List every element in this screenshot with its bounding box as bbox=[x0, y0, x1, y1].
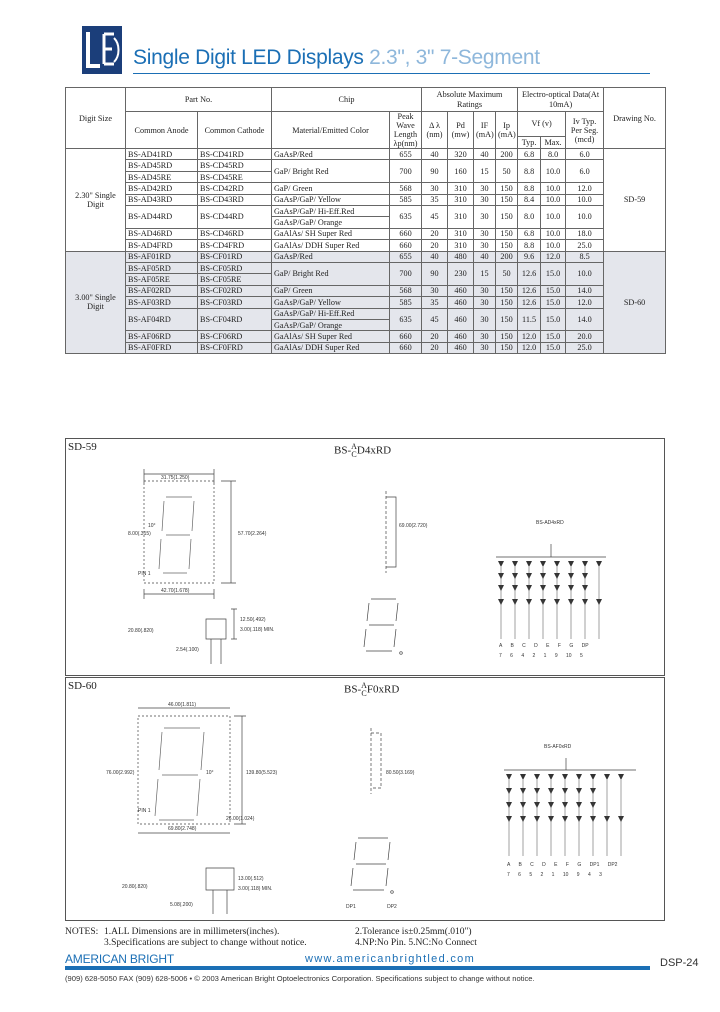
ip-cell: 150 bbox=[496, 342, 518, 353]
cathode-cell: BS-CF03RD bbox=[198, 297, 272, 308]
hdr-pd: Pd (mw) bbox=[448, 112, 474, 149]
max-cell: 15.0 bbox=[541, 331, 566, 342]
ip-cell: 150 bbox=[496, 240, 518, 251]
max-cell: 10.0 bbox=[541, 183, 566, 194]
dim-side: 80.50(3.169) bbox=[386, 770, 415, 776]
iv-cell: 12.0 bbox=[566, 183, 604, 194]
dl-cell: 30 bbox=[422, 285, 448, 296]
anode-cell: BS-AF03RD bbox=[126, 297, 198, 308]
iv-cell: 18.0 bbox=[566, 228, 604, 239]
spec-table bbox=[65, 87, 666, 354]
footer-url[interactable]: www.americanbrightled.com bbox=[305, 953, 476, 965]
dim-side: 69.00(2.720) bbox=[399, 523, 428, 529]
peak-cell: 700 bbox=[390, 160, 422, 183]
dl-cell: 20 bbox=[422, 342, 448, 353]
dim-angle: 10° bbox=[148, 523, 156, 529]
ip-cell: 150 bbox=[496, 297, 518, 308]
peak-cell: 660 bbox=[390, 228, 422, 239]
anode-cell: BS-AD44RD bbox=[126, 206, 198, 229]
peak-cell: 568 bbox=[390, 183, 422, 194]
cathode-cell: BS-CF05RD bbox=[198, 262, 272, 273]
dim-pin-space: 20.80(.820) bbox=[128, 628, 154, 634]
iv-cell: 10.0 bbox=[566, 206, 604, 229]
typ-cell: 8.4 bbox=[518, 194, 541, 205]
material-cell: GaAsP/GaP/ Yellow bbox=[272, 297, 390, 308]
max-cell: 15.0 bbox=[541, 262, 566, 285]
table-row bbox=[66, 308, 666, 319]
hdr-vf: Vf (v) bbox=[518, 112, 566, 137]
if-cell: 30 bbox=[474, 183, 496, 194]
pin1-label: PIN 1 bbox=[138, 571, 151, 577]
cathode-cell: BS-CD45RE bbox=[198, 171, 272, 182]
material-cell: GaAsP/Red bbox=[272, 149, 390, 160]
iv-cell: 8.5 bbox=[566, 251, 604, 262]
pd-cell: 460 bbox=[448, 285, 474, 296]
table-row bbox=[66, 149, 666, 160]
if-cell: 30 bbox=[474, 342, 496, 353]
cathode-cell: BS-CD4FRD bbox=[198, 240, 272, 251]
dim-pin-space: 20.80(.820) bbox=[122, 884, 148, 890]
peak-cell: 660 bbox=[390, 331, 422, 342]
dl-cell: 35 bbox=[422, 297, 448, 308]
max-cell: 10.0 bbox=[541, 206, 566, 229]
table-row bbox=[66, 240, 666, 251]
circuit-label: BS-AF0xRD bbox=[544, 744, 572, 750]
iv-cell: 10.0 bbox=[566, 194, 604, 205]
sd60-line-drawing bbox=[66, 678, 666, 922]
material-cell: GaAlAs/ DDH Super Red bbox=[272, 342, 390, 353]
american-bright-logo bbox=[80, 24, 124, 76]
cathode-cell: BS-CD44RD bbox=[198, 206, 272, 229]
pin-numbers: 7 6 4 2 1 9 10 5 bbox=[499, 653, 583, 659]
ip-cell: 150 bbox=[496, 206, 518, 229]
cathode-cell: BS-CF05RE bbox=[198, 274, 272, 285]
ip-cell: 200 bbox=[496, 149, 518, 160]
part-a: A bbox=[361, 681, 367, 690]
table-row bbox=[66, 206, 666, 217]
iv-cell: 12.0 bbox=[566, 297, 604, 308]
notes-label: NOTES: bbox=[65, 927, 99, 937]
cathode-cell: BS-CF04RD bbox=[198, 308, 272, 331]
typ-cell: 12.6 bbox=[518, 285, 541, 296]
if-cell: 40 bbox=[474, 251, 496, 262]
cathode-cell: BS-CD46RD bbox=[198, 228, 272, 239]
dl-cell: 20 bbox=[422, 228, 448, 239]
dim-pitch: 5.08(.200) bbox=[170, 902, 193, 908]
max-cell: 8.0 bbox=[541, 149, 566, 160]
typ-cell: 8.8 bbox=[518, 160, 541, 183]
iv-cell: 14.0 bbox=[566, 308, 604, 331]
title-rule bbox=[133, 73, 650, 74]
dl-cell: 20 bbox=[422, 240, 448, 251]
ip-cell: 150 bbox=[496, 308, 518, 331]
iv-cell: 6.0 bbox=[566, 149, 604, 160]
max-cell: 10.0 bbox=[541, 194, 566, 205]
hdr-drawing-no: Drawing No. bbox=[604, 88, 666, 149]
peak-cell: 660 bbox=[390, 240, 422, 251]
anode-cell: BS-AD43RD bbox=[126, 194, 198, 205]
cathode-cell: BS-CD43RD bbox=[198, 194, 272, 205]
table-row bbox=[66, 297, 666, 308]
material-cell: GaAsP/GaP/ Orange bbox=[272, 319, 390, 330]
page-title bbox=[133, 46, 540, 70]
if-cell: 30 bbox=[474, 285, 496, 296]
cathode-cell: BS-CD42RD bbox=[198, 183, 272, 194]
dim-width: 31.75(1.250) bbox=[161, 475, 190, 481]
if-cell: 30 bbox=[474, 206, 496, 229]
dl-cell: 40 bbox=[422, 251, 448, 262]
drawing-cell: SD-59 bbox=[604, 149, 666, 252]
pd-cell: 160 bbox=[448, 160, 474, 183]
hdr-if: IF (mA) bbox=[474, 112, 496, 149]
hdr-material: Material/Emitted Color bbox=[272, 112, 390, 149]
if-cell: 30 bbox=[474, 194, 496, 205]
if-cell: 30 bbox=[474, 297, 496, 308]
hdr-digit-size: Digit Size bbox=[66, 88, 126, 149]
drawing-panel-sd59 bbox=[65, 438, 665, 676]
dim-height: 76.00(2.992) bbox=[106, 770, 135, 776]
ip-cell: 200 bbox=[496, 251, 518, 262]
page-code: DSP-24 bbox=[660, 957, 699, 969]
dim-segwidth: 8.00(.315) bbox=[128, 531, 151, 537]
hdr-common-cathode: Common Cathode bbox=[198, 112, 272, 149]
material-cell: GaP/ Bright Red bbox=[272, 262, 390, 285]
ip-cell: 150 bbox=[496, 194, 518, 205]
dl-cell: 90 bbox=[422, 160, 448, 183]
cathode-cell: BS-CF02RD bbox=[198, 285, 272, 296]
dl-cell: 35 bbox=[422, 194, 448, 205]
ip-cell: 150 bbox=[496, 183, 518, 194]
dim-width: 46.00(1.811) bbox=[168, 702, 196, 708]
pd-cell: 460 bbox=[448, 297, 474, 308]
if-cell: 15 bbox=[474, 160, 496, 183]
digit-size-cell: 2.30" Single Digit bbox=[66, 149, 126, 252]
cathode-cell: BS-CD41RD bbox=[198, 149, 272, 160]
dim-pitch: 2.54(.100) bbox=[176, 647, 199, 653]
pd-cell: 460 bbox=[448, 308, 474, 331]
dl-cell: 45 bbox=[422, 308, 448, 331]
footer-brand: AMERICAN BRIGHT bbox=[65, 952, 175, 966]
part-prefix: BS- bbox=[344, 683, 362, 696]
dim-height: 57.70(2.264) bbox=[238, 531, 267, 537]
if-cell: 40 bbox=[474, 149, 496, 160]
dim-angle: 10° bbox=[206, 770, 214, 776]
cathode-cell: BS-CD45RD bbox=[198, 160, 272, 171]
typ-cell: 11.5 bbox=[518, 308, 541, 331]
peak-cell: 655 bbox=[390, 149, 422, 160]
iv-cell: 25.0 bbox=[566, 240, 604, 251]
material-cell: GaP/ Bright Red bbox=[272, 160, 390, 183]
max-cell: 15.0 bbox=[541, 342, 566, 353]
hdr-common-anode: Common Anode bbox=[126, 112, 198, 149]
drawing-tag: SD-59 bbox=[68, 441, 97, 453]
typ-cell: 9.6 bbox=[518, 251, 541, 262]
dim-base: 42.70(1.678) bbox=[161, 588, 190, 594]
dl-cell: 90 bbox=[422, 262, 448, 285]
cathode-cell: BS-CF0FRD bbox=[198, 342, 272, 353]
max-cell: 10.0 bbox=[541, 240, 566, 251]
anode-cell: BS-AF05RE bbox=[126, 274, 198, 285]
ip-cell: 50 bbox=[496, 262, 518, 285]
hdr-peak-wave: Peak Wave Length λp(nm) bbox=[390, 112, 422, 149]
hdr-electro-optical: Electro-optical Data(At 10mA) bbox=[518, 88, 604, 112]
title-main: Single Digit LED Displays bbox=[133, 46, 364, 69]
max-cell: 10.0 bbox=[541, 160, 566, 183]
material-cell: GaAsP/GaP/ Hi-Eff.Red bbox=[272, 308, 390, 319]
iv-cell: 10.0 bbox=[566, 262, 604, 285]
max-cell: 15.0 bbox=[541, 285, 566, 296]
pin-letters: A B C D E F G DP1 DP2 bbox=[507, 862, 618, 868]
drawing-tag: SD-60 bbox=[68, 680, 97, 692]
max-cell: 15.0 bbox=[541, 297, 566, 308]
if-cell: 30 bbox=[474, 331, 496, 342]
iv-cell: 14.0 bbox=[566, 285, 604, 296]
material-cell: GaAsP/GaP/ Orange bbox=[272, 217, 390, 228]
iv-cell: 6.0 bbox=[566, 160, 604, 183]
if-cell: 30 bbox=[474, 308, 496, 331]
table-row bbox=[66, 160, 666, 171]
iv-cell: 25.0 bbox=[566, 342, 604, 353]
part-a: A bbox=[351, 442, 357, 451]
table-row bbox=[66, 251, 666, 262]
material-cell: GaAlAs/ SH Super Red bbox=[272, 331, 390, 342]
pd-cell: 320 bbox=[448, 149, 474, 160]
hdr-abs-max: Absolute Maximum Ratings bbox=[422, 88, 518, 112]
pin-letters: A B C D E F G DP bbox=[499, 643, 589, 649]
ip-cell: 150 bbox=[496, 331, 518, 342]
typ-cell: 12.0 bbox=[518, 342, 541, 353]
peak-cell: 655 bbox=[390, 251, 422, 262]
note-4: 4.NP:No Pin. 5.NC:No Connect bbox=[355, 938, 477, 948]
pd-cell: 310 bbox=[448, 206, 474, 229]
pd-cell: 310 bbox=[448, 183, 474, 194]
pd-cell: 310 bbox=[448, 194, 474, 205]
part-suffix: F0xRD bbox=[366, 683, 400, 696]
dl-cell: 20 bbox=[422, 331, 448, 342]
hdr-chip: Chip bbox=[272, 88, 422, 112]
peak-cell: 568 bbox=[390, 285, 422, 296]
digit-size-cell: 3.00" Single Digit bbox=[66, 251, 126, 354]
dim-lead2: 3.00(.118) MIN. bbox=[240, 627, 275, 633]
anode-cell: BS-AF04RD bbox=[126, 308, 198, 331]
max-cell: 10.0 bbox=[541, 228, 566, 239]
material-cell: GaAsP/GaP/ Yellow bbox=[272, 194, 390, 205]
anode-cell: BS-AD45RD bbox=[126, 160, 198, 171]
hdr-delta-lambda: Δ λ (nm) bbox=[422, 112, 448, 149]
typ-cell: 8.0 bbox=[518, 206, 541, 229]
anode-cell: BS-AF06RD bbox=[126, 331, 198, 342]
anode-cell: BS-AF01RD bbox=[126, 251, 198, 262]
anode-cell: BS-AF05RD bbox=[126, 262, 198, 273]
typ-cell: 6.8 bbox=[518, 228, 541, 239]
anode-cell: BS-AF0FRD bbox=[126, 342, 198, 353]
anode-cell: BS-AD46RD bbox=[126, 228, 198, 239]
anode-cell: BS-AF02RD bbox=[126, 285, 198, 296]
anode-cell: BS-AD4FRD bbox=[126, 240, 198, 251]
typ-cell: 12.0 bbox=[518, 331, 541, 342]
typ-cell: 12.6 bbox=[518, 262, 541, 285]
dim-seg: 26.00(1.024) bbox=[226, 816, 255, 822]
if-cell: 15 bbox=[474, 262, 496, 285]
peak-cell: 585 bbox=[390, 194, 422, 205]
drawing-panel-sd60 bbox=[65, 677, 665, 921]
pd-cell: 310 bbox=[448, 228, 474, 239]
part-suffix: D4xRD bbox=[356, 444, 392, 457]
note-2: 2.Tolerance is±0.25mm(.010") bbox=[355, 927, 472, 937]
hdr-iv: Iv Typ. Per Seg. (mcd) bbox=[566, 112, 604, 149]
part-c: C bbox=[351, 450, 357, 459]
typ-cell: 8.8 bbox=[518, 240, 541, 251]
dim-body: 139.80(5.523) bbox=[246, 770, 278, 776]
material-cell: GaAsP/Red bbox=[272, 251, 390, 262]
title-sub: 2.3", 3" 7-Segment bbox=[363, 46, 540, 69]
dp-labels: DP1 DP2 bbox=[346, 904, 397, 910]
table-row bbox=[66, 262, 666, 273]
dl-cell: 40 bbox=[422, 149, 448, 160]
peak-cell: 635 bbox=[390, 206, 422, 229]
dim-base: 69.80(2.748) bbox=[168, 826, 197, 832]
max-cell: 12.0 bbox=[541, 251, 566, 262]
max-cell: 15.0 bbox=[541, 308, 566, 331]
pin1-label: PIN 1 bbox=[138, 808, 151, 814]
material-cell: GaP/ Green bbox=[272, 183, 390, 194]
if-cell: 30 bbox=[474, 240, 496, 251]
note-1: 1.ALL Dimensions are in millimeters(inches). bbox=[104, 927, 280, 937]
typ-cell: 12.6 bbox=[518, 297, 541, 308]
table-row bbox=[66, 228, 666, 239]
table-row bbox=[66, 342, 666, 353]
hdr-ip: Ip (mA) bbox=[496, 112, 518, 149]
dim-lead2: 3.00(.118) MIN. bbox=[238, 886, 273, 892]
hdr-typ: Typ. bbox=[518, 136, 541, 148]
pd-cell: 460 bbox=[448, 331, 474, 342]
if-cell: 30 bbox=[474, 228, 496, 239]
circuit-label: BS-AD4xRD bbox=[536, 520, 564, 526]
typ-cell: 6.8 bbox=[518, 149, 541, 160]
pd-cell: 310 bbox=[448, 240, 474, 251]
material-cell: GaAsP/GaP/ Hi-Eff.Red bbox=[272, 206, 390, 217]
iv-cell: 20.0 bbox=[566, 331, 604, 342]
dim-lead: 12.50(.492) bbox=[240, 617, 266, 623]
peak-cell: 660 bbox=[390, 342, 422, 353]
footer-bar bbox=[65, 966, 650, 970]
material-cell: GaAlAs/ DDH Super Red bbox=[272, 240, 390, 251]
dim-lead: 13.00(.512) bbox=[238, 876, 264, 882]
cathode-cell: BS-CF06RD bbox=[198, 331, 272, 342]
hdr-part-no: Part No. bbox=[126, 88, 272, 112]
pd-cell: 460 bbox=[448, 342, 474, 353]
part-prefix: BS- bbox=[334, 444, 352, 457]
table-row bbox=[66, 194, 666, 205]
part-c: C bbox=[361, 689, 367, 698]
pd-cell: 230 bbox=[448, 262, 474, 285]
sd59-line-drawing bbox=[66, 439, 666, 677]
dl-cell: 30 bbox=[422, 183, 448, 194]
dl-cell: 45 bbox=[422, 206, 448, 229]
table-row bbox=[66, 183, 666, 194]
peak-cell: 585 bbox=[390, 297, 422, 308]
typ-cell: 8.8 bbox=[518, 183, 541, 194]
anode-cell: BS-AD42RD bbox=[126, 183, 198, 194]
ip-cell: 150 bbox=[496, 285, 518, 296]
table-row bbox=[66, 331, 666, 342]
peak-cell: 700 bbox=[390, 262, 422, 285]
anode-cell: BS-AD41RD bbox=[126, 149, 198, 160]
pd-cell: 480 bbox=[448, 251, 474, 262]
cathode-cell: BS-CF01RD bbox=[198, 251, 272, 262]
table-row bbox=[66, 285, 666, 296]
ip-cell: 50 bbox=[496, 160, 518, 183]
peak-cell: 635 bbox=[390, 308, 422, 331]
material-cell: GaAlAs/ SH Super Red bbox=[272, 228, 390, 239]
material-cell: GaP/ Green bbox=[272, 285, 390, 296]
hdr-max: Max. bbox=[541, 136, 566, 148]
drawing-cell: SD-60 bbox=[604, 251, 666, 354]
ip-cell: 150 bbox=[496, 228, 518, 239]
footer-contact: (909) 628-5050 FAX (909) 628-5006 • © 2003 American Bright Optoelectronics Corporation. Specifications subject to change without notice. bbox=[65, 974, 535, 983]
pin-numbers: 7 6 5 2 1 10 9 4 3 bbox=[507, 872, 602, 878]
anode-cell: BS-AD45RE bbox=[126, 171, 198, 182]
note-3: 3.Specifications are subject to change without notice. bbox=[104, 938, 307, 948]
